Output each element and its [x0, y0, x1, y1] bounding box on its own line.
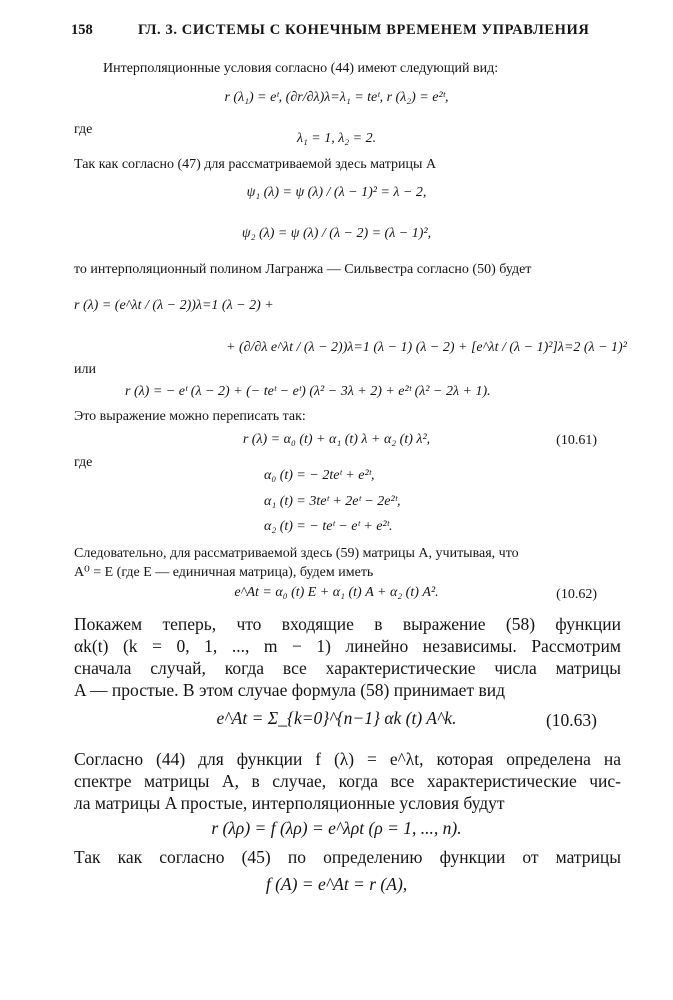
- formula-r-lambda-part1: r (λ) = (e^λt / (λ − 2))λ=1 (λ − 2) +: [74, 298, 274, 313]
- paragraph-unit-matrix: A⁰ = E (где E — единичная матрица), будем иметь: [74, 565, 374, 580]
- formula-10-62: e^At = α₀ (t) E + α₁ (t) A + α₂ (t) A².: [234, 585, 439, 600]
- formula-lambda-values: λ₁ = 1, λ₂ = 2.: [296, 131, 377, 146]
- running-title: ГЛ. 3. СИСТЕМЫ С КОНЕЧНЫМ ВРЕМЕНЕМ УПРАВЛЕНИЯ: [138, 22, 590, 38]
- paragraph-function-of-matrix: [74, 846, 621, 868]
- word-where: где: [74, 122, 93, 137]
- formula-interpolation-simple: r (λρ) = f (λρ) = e^λρt (ρ = 1, ..., n).: [211, 818, 462, 838]
- word-or: или: [74, 362, 96, 377]
- formula-10-61: r (λ) = α₀ (t) + α₁ (t) λ + α₂ (t) λ²,: [242, 432, 431, 447]
- formula-r-lambda-part2: + (∂/∂λ e^λt / (λ − 2))λ=1 (λ − 1) (λ − 2) + [e^λt / (λ − 1)²]λ=2 (λ − 1)²: [226, 340, 627, 355]
- formula-alpha1: α₁ (t) = 3teᵗ + 2eᵗ − 2e²ᵗ,: [264, 494, 401, 509]
- text-line: ла матрицы A простые, интерполяционные условия будут: [74, 793, 505, 813]
- paragraph-lagrange-sylvester: то интерполяционный полином Лагранжа — Сильвестра согласно (50) будет: [74, 262, 532, 277]
- formula-alpha2: α₂ (t) = − teᵗ − eᵗ + e²ᵗ.: [264, 519, 393, 534]
- paragraph-linear-independence: [74, 613, 621, 701]
- text-line: спектре матрицы A, в случае, когда все характеристические чис-: [74, 771, 621, 791]
- formula-10-63: e^At = Σ_{k=0}^{n−1} αk (t) A^k.: [216, 708, 457, 728]
- formula-r-lambda-expanded: r (λ) = − eᵗ (λ − 2) + (− teᵗ − eᵗ) (λ² − 3λ + 2) + e²ᵗ (λ² − 2λ + 1).: [125, 384, 491, 399]
- paragraph-consequently: Следовательно, для рассматриваемой здесь (59) матрицы A, учитывая, что: [74, 546, 519, 561]
- formula-f-of-a: f (A) = e^At = r (A),: [265, 874, 408, 894]
- paragraph-rewrite: Это выражение можно переписать так:: [74, 409, 306, 424]
- paragraph-matrix-a: Так как согласно (47) для рассматриваемой здесь матрицы A: [74, 157, 437, 172]
- text-line: Так как согласно (45) по определению функции от матрицы: [74, 847, 621, 867]
- formula-psi1: ψ₁ (λ) = ψ (λ) / (λ − 1)² = λ − 2,: [246, 185, 427, 200]
- paragraph-interpolation-intro: Интерполяционные условия согласно (44) имеют следующий вид:: [103, 61, 499, 76]
- text-line: Покажем теперь, что входящие в выражение (58) функции: [74, 614, 621, 634]
- page-number: 158: [71, 22, 93, 38]
- word-where-2: где: [74, 455, 93, 470]
- formula-psi2: ψ₂ (λ) = ψ (λ) / (λ − 2) = (λ − 1)²,: [241, 226, 432, 241]
- text-line: сначала случай, когда все характеристические числа матрицы: [74, 658, 621, 678]
- formula-alpha0: α₀ (t) = − 2teᵗ + e²ᵗ,: [264, 468, 375, 483]
- paragraph-spectrum: [74, 748, 621, 814]
- formula-interpolation-conditions: r (λ₁) = eᵗ, (∂r/∂λ)λ=λ₁ = teᵗ, r (λ₂) = e²ᵗ,: [224, 90, 449, 105]
- equation-number-10-61: (10.61): [556, 433, 597, 448]
- equation-number-10-62: (10.62): [556, 587, 597, 602]
- text-line: αk(t) (k = 0, 1, ..., m − 1) линейно независимы. Рассмотрим: [74, 636, 621, 656]
- text-line: A — простые. В этом случае формула (58) принимает вид: [74, 680, 506, 700]
- text-line: Согласно (44) для функции f (λ) = e^λt, которая определена на: [74, 749, 621, 769]
- equation-number-10-63: (10.63): [545, 710, 597, 730]
